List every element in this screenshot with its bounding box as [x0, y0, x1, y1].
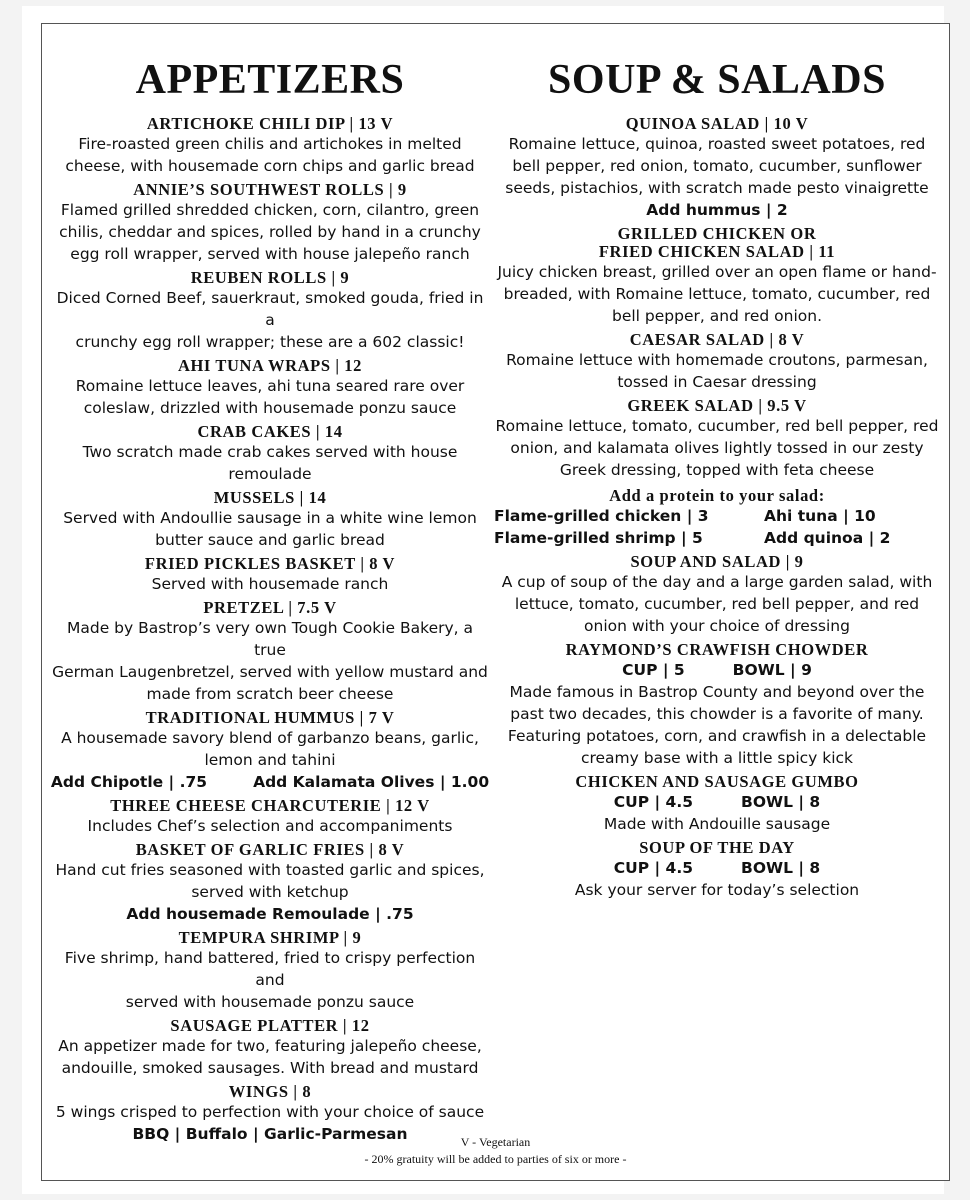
menu-item-heading: ANNIE’S SOUTHWEST ROLLS | 9 [133, 180, 407, 199]
menu-item-description: Served with Andoullie sausage in a white wine lemon [63, 509, 477, 527]
menu-item-description: Flamed grilled shredded chicken, corn, cilantro, green [60, 201, 480, 219]
menu-item [50, 709, 490, 797]
protein-addon-heading: Add a protein to your salad: [609, 486, 825, 505]
menu-item-addons [50, 771, 490, 793]
menu-item-heading: ARTICHOKE CHILI DIP | 13 V [146, 114, 394, 133]
menu-item-description: Ask your server for today’s selection [574, 881, 860, 899]
menu-item-heading: SAUSAGE PLATTER | 12 [170, 1016, 370, 1035]
menu-frame [41, 23, 950, 1181]
menu-item-description: served with ketchup [191, 883, 349, 901]
menu-item-description: Made with Andouille sausage [603, 815, 831, 833]
menu-item [494, 773, 940, 839]
menu-item-description: made from scratch beer cheese [146, 685, 394, 703]
menu-item-description: Includes Chef’s selection and accompaniments [87, 817, 453, 835]
salads-list [494, 115, 940, 485]
portion-price: CUP | 4.5 [613, 793, 694, 811]
appetizers-title: APPETIZERS [135, 57, 405, 103]
menu-item [50, 599, 490, 709]
portion-prices [494, 791, 940, 813]
menu-item-heading: CAESAR SALAD | 8 V [629, 330, 805, 349]
menu-item-description: Featuring potatoes, corn, and crawfish in a delectable [507, 727, 927, 745]
menu-item-heading: GRILLED CHICKEN OR [617, 224, 817, 243]
menu-item [494, 225, 940, 331]
menu-item-description: Two scratch made crab cakes served with house [82, 443, 458, 461]
menu-item-addon: BBQ | Buffalo | Garlic-Parmesan [132, 1125, 408, 1143]
protein-option: Add quinoa | 2 [764, 529, 891, 547]
menu-item [50, 357, 490, 423]
menu-item-description: Five shrimp, hand battered, fried to crispy perfection and [64, 949, 476, 989]
menu-item [50, 1017, 490, 1083]
soup-salads-column [494, 56, 940, 905]
menu-item [494, 553, 940, 641]
menu-item-heading: AHI TUNA WRAPS | 12 [177, 356, 363, 375]
portion-price: CUP | 5 [622, 661, 685, 679]
portion-price: BOWL | 8 [741, 793, 821, 811]
menu-item-description: creamy base with a little spicy kick [580, 749, 854, 767]
menu-item-description: butter sauce and garlic bread [155, 531, 385, 549]
vegetarian-legend: V - Vegetarian [460, 1135, 531, 1149]
portion-prices [494, 857, 940, 879]
menu-item-description: crunchy egg roll wrapper; these are a 602 classic! [75, 333, 465, 351]
menu-item-description: cheese, with housemade corn chips and garlic bread [65, 157, 475, 175]
menu-item-description: past two decades, this chowder is a favorite of many. [510, 705, 924, 723]
menu-item-heading: PRETZEL | 7.5 V [203, 598, 337, 617]
menu-item-description: coleslaw, drizzled with housemade ponzu sauce [83, 399, 457, 417]
menu-item-description: bell pepper, red onion, tomato, cucumber, sunflower [512, 157, 922, 175]
menu-item [494, 397, 940, 485]
menu-item-description: breaded, with Romaine lettuce, tomato, cucumber, red [503, 285, 931, 303]
menu-item [50, 555, 490, 599]
menu-item-description: bell pepper, and red onion. [612, 307, 822, 325]
menu-item [50, 423, 490, 489]
menu-item [494, 115, 940, 225]
menu-item-description: Served with housemade ranch [151, 575, 389, 593]
appetizers-list [50, 115, 490, 1149]
menu-item [50, 489, 490, 555]
menu-item-addon: Add Kalamata Olives | 1.00 [253, 773, 490, 791]
menu-item [50, 797, 490, 841]
menu-item-heading: TRADITIONAL HUMMUS | 7 V [145, 708, 395, 727]
menu-item-description: An appetizer made for two, featuring jalepeño cheese, [58, 1037, 482, 1055]
menu-item-addon: Add housemade Remoulade | .75 [126, 905, 414, 923]
menu-item-description: Romaine lettuce with homemade croutons, parmesan, [506, 351, 928, 369]
menu-item [494, 331, 940, 397]
menu-item-description: Hand cut fries seasoned with toasted garlic and spices, [55, 861, 485, 879]
menu-item-description: Greek dressing, topped with feta cheese [559, 461, 875, 479]
menu-item-heading: GREEK SALAD | 9.5 V [627, 396, 807, 415]
menu-item-description: lemon and tahini [204, 751, 336, 769]
menu-item [494, 641, 940, 773]
menu-item-description: 5 wings crisped to perfection with your choice of sauce [55, 1103, 485, 1121]
portion-price: BOWL | 9 [732, 661, 812, 679]
menu-item-description: chilis, cheddar and spices, rolled by hand in a crunchy [59, 223, 481, 241]
menu-item-heading: TEMPURA SHRIMP | 9 [178, 928, 362, 947]
menu-item-heading: QUINOA SALAD | 10 V [625, 114, 809, 133]
menu-item-description: remoulade [228, 465, 312, 483]
menu-item-addon: Add hummus | 2 [646, 201, 788, 219]
menu-item-description: German Laugenbretzel, served with yellow mustard and [52, 663, 488, 681]
protein-addon [494, 487, 940, 549]
menu-item [50, 181, 490, 269]
menu-item-description: onion, and kalamata olives lightly tossed in our zesty [510, 439, 924, 457]
menu-item-heading: FRIED PICKLES BASKET | 8 V [144, 554, 396, 573]
menu-item-heading: SOUP AND SALAD | 9 [630, 552, 804, 571]
menu-item-heading: CHICKEN AND SAUSAGE GUMBO [575, 772, 859, 791]
protein-option: Flame-grilled shrimp | 5 [494, 529, 703, 547]
menu-item-heading: WINGS | 8 [228, 1082, 312, 1101]
portion-price: BOWL | 8 [741, 859, 821, 877]
portion-prices [494, 659, 940, 681]
soup-salads-title: SOUP & SALADS [548, 57, 886, 103]
menu-item [50, 929, 490, 1017]
menu-item-description: Juicy chicken breast, grilled over an open flame or hand- [497, 263, 937, 281]
soups-list [494, 553, 940, 905]
menu-item-description: served with housemade ponzu sauce [125, 993, 415, 1011]
menu-item-description: A housemade savory blend of garbanzo beans, garlic, [61, 729, 479, 747]
gratuity-note: - 20% gratuity will be added to parties of six or more - [364, 1152, 627, 1166]
menu-item-description: A cup of soup of the day and a large garden salad, with [501, 573, 933, 591]
menu-item-heading: MUSSELS | 14 [213, 488, 327, 507]
menu-item-description: Romaine lettuce leaves, ahi tuna seared rare over [75, 377, 465, 395]
menu-item-heading: CRAB CAKES | 14 [197, 422, 343, 441]
menu-item-addon: Add Chipotle | .75 [50, 773, 208, 791]
menu-item [50, 115, 490, 181]
menu-item-description: Made famous in Bastrop County and beyond over the [509, 683, 925, 701]
menu-item-heading: THREE CHEESE CHARCUTERIE | 12 V [110, 796, 430, 815]
menu-item-description: Diced Corned Beef, sauerkraut, smoked gouda, fried in a [56, 289, 484, 329]
menu-item-description: andouille, smoked sausages. With bread and mustard [61, 1059, 479, 1077]
menu-item-description: Romaine lettuce, quinoa, roasted sweet potatoes, red [508, 135, 926, 153]
menu-item-description: Romaine lettuce, tomato, cucumber, red bell pepper, red [495, 417, 939, 435]
menu-item-description: egg roll wrapper, served with house jalepeño ranch [70, 245, 470, 263]
menu-item [50, 841, 490, 929]
menu-item-heading: BASKET OF GARLIC FRIES | 8 V [135, 840, 405, 859]
protein-option: Ahi tuna | 10 [764, 507, 876, 525]
portion-price: CUP | 4.5 [613, 859, 694, 877]
menu-item [494, 839, 940, 905]
menu-item-heading: REUBEN ROLLS | 9 [190, 268, 350, 287]
menu-item-description: Fire-roasted green chilis and artichokes in melted [78, 135, 462, 153]
protein-options [494, 505, 940, 549]
menu-item-heading: RAYMOND’S CRAWFISH CHOWDER [565, 640, 869, 659]
menu-item-heading: SOUP OF THE DAY [639, 838, 795, 857]
menu-item [50, 269, 490, 357]
protein-option: Flame-grilled chicken | 3 [494, 507, 709, 525]
menu-item-description: Made by Bastrop’s very own Tough Cookie Bakery, a true [66, 619, 474, 659]
menu-item-description: onion with your choice of dressing [584, 617, 850, 635]
menu-item-description: tossed in Caesar dressing [617, 373, 817, 391]
menu-item-heading: FRIED CHICKEN SALAD | 11 [598, 242, 836, 261]
menu-item-description: lettuce, tomato, cucumber, red bell pepper, and red [514, 595, 920, 613]
menu-item-description: seeds, pistachios, with scratch made pesto vinaigrette [505, 179, 929, 197]
appetizers-column [50, 56, 490, 1149]
